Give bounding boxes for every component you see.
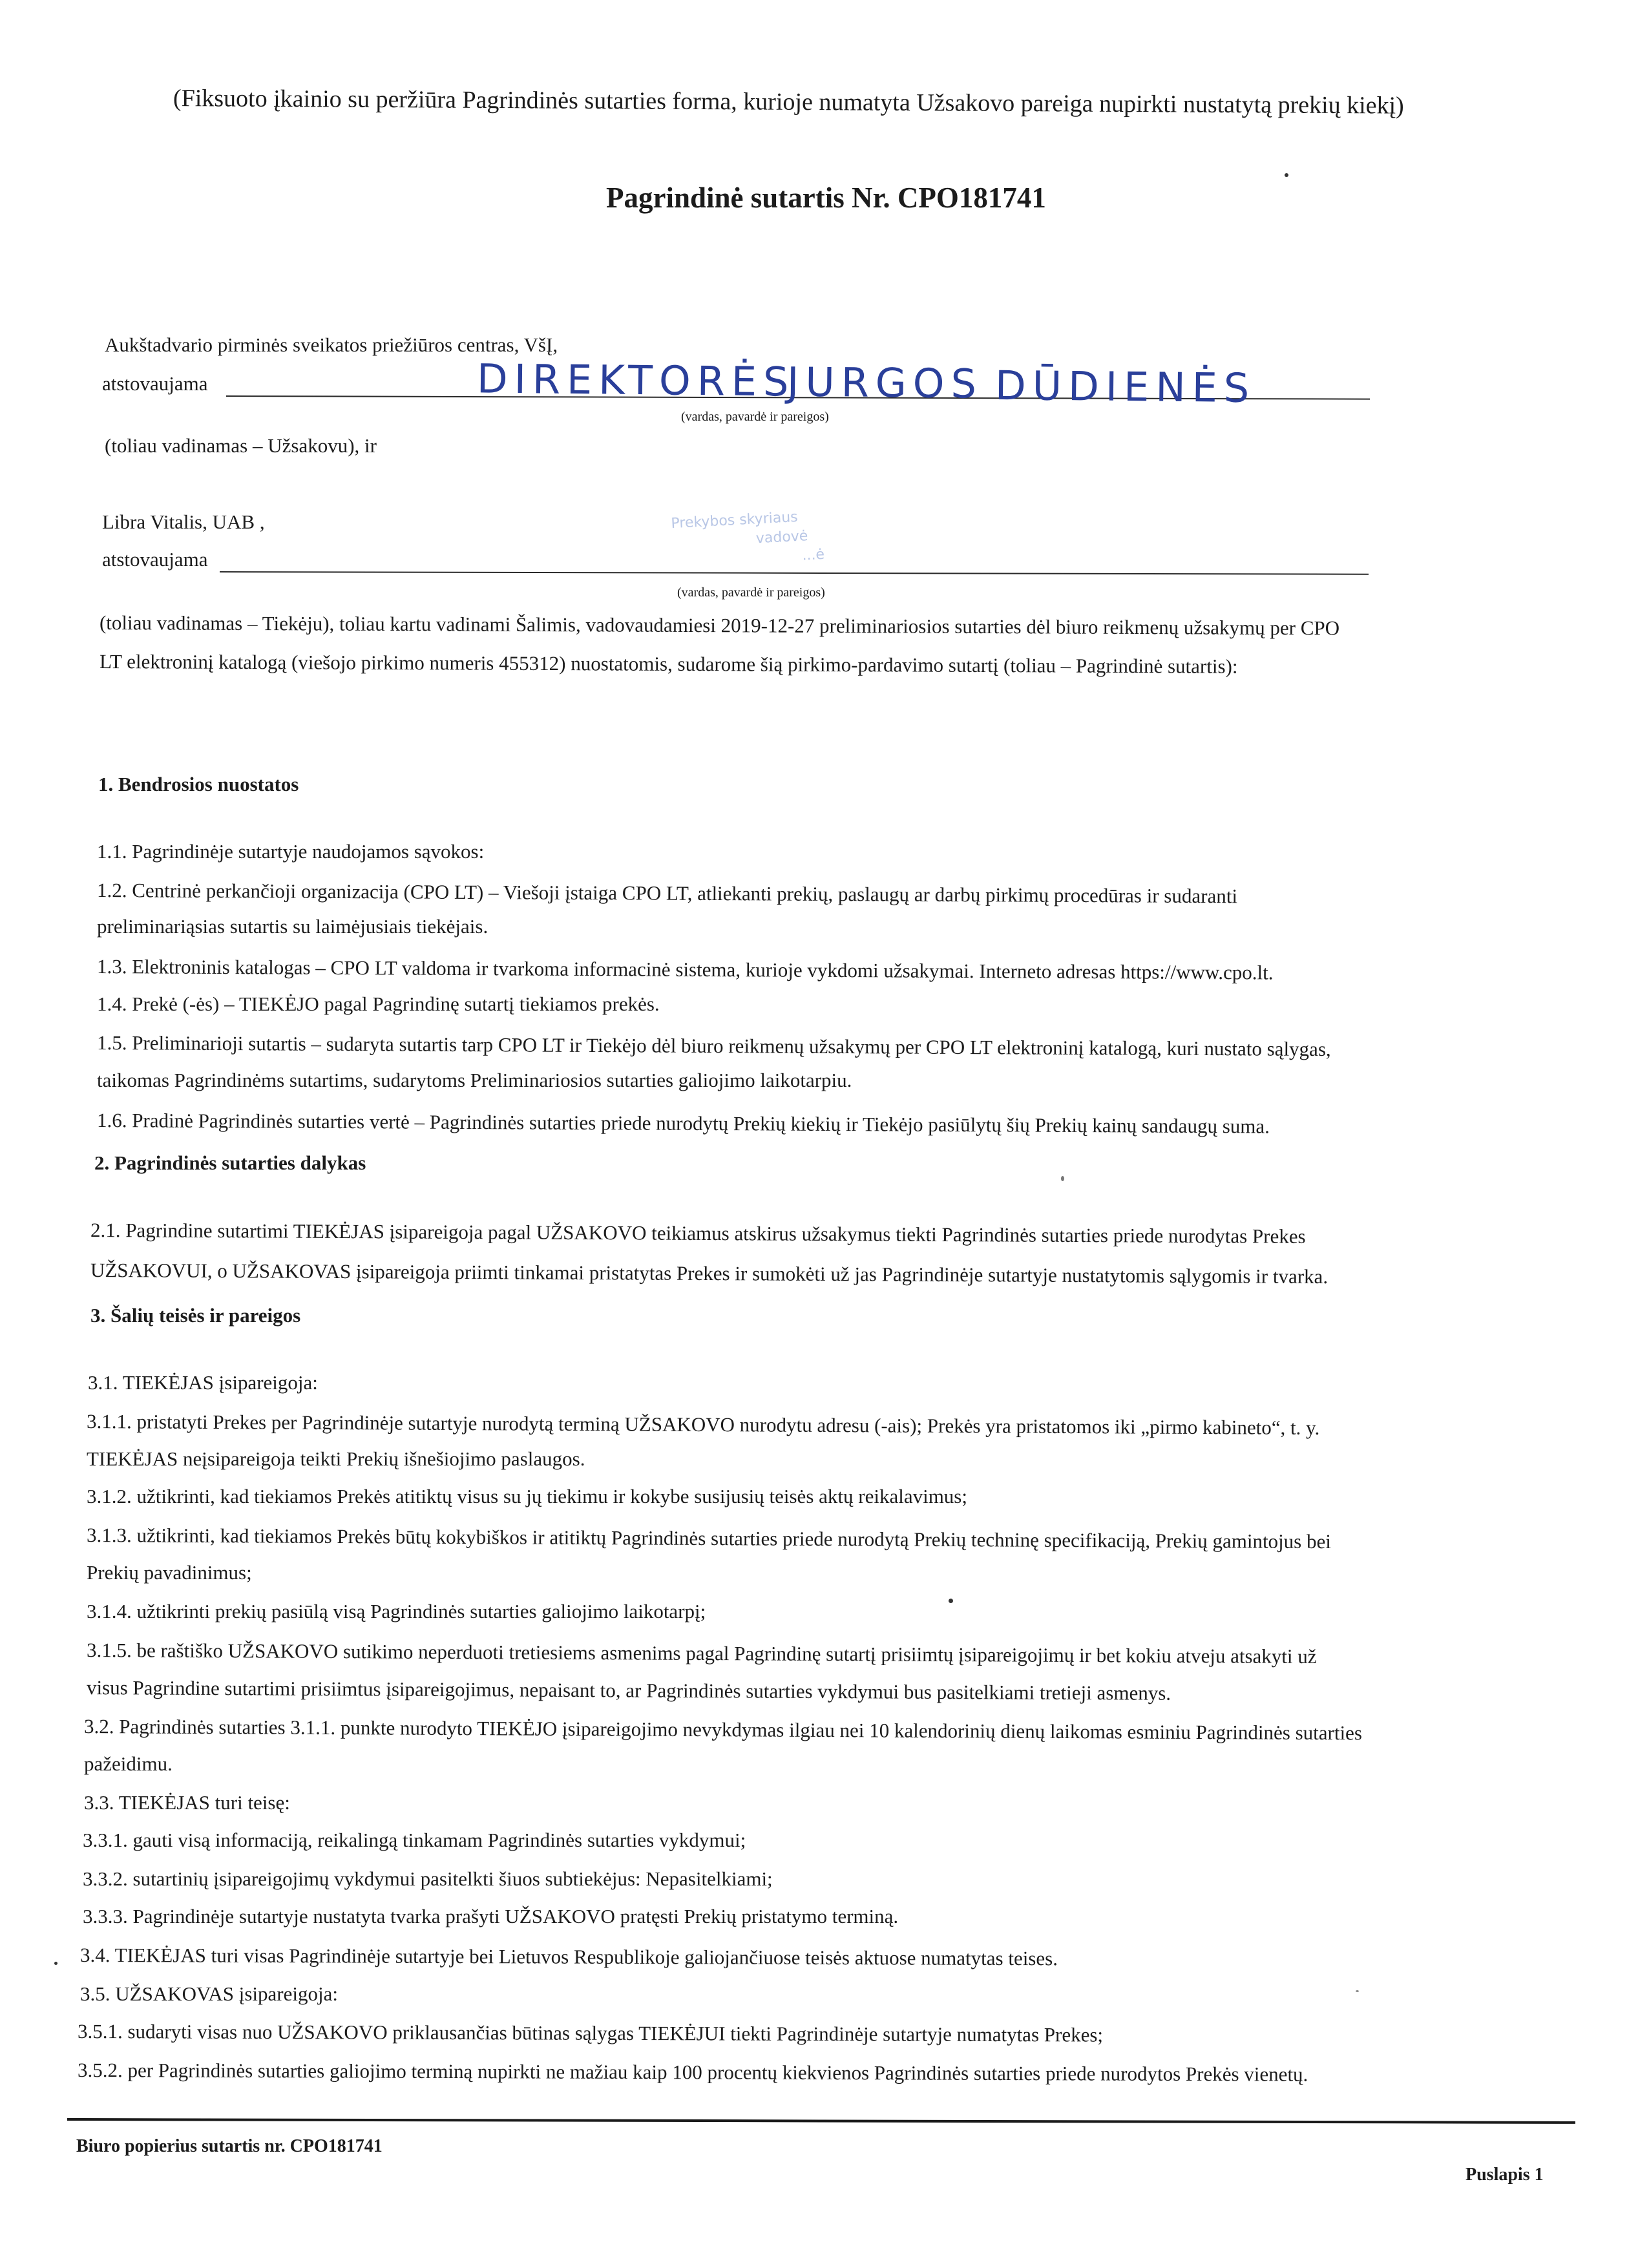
customer-alias: (toliau vadinamas – Užsakovu), ir: [105, 434, 377, 457]
customer-name: Aukštadvario pirminės sveikatos priežiūros centras, VšĮ,: [105, 333, 558, 356]
faint-stamp: [671, 507, 825, 572]
clause: 3.1.5. be raštiško UŽSAKOVO sutikimo neperduoti tretiesiems asmenims pagal Pagrindinę sutartį prisiimtų įsipareigojimų ir bet kokiu atveju atsakyti už: [86, 1639, 1317, 1668]
clause: UŽSAKOVUI, o UŽSAKOVAS įsipareigoja priimti tinkamai pristatytas Prekes ir sumokėti už jas Pagrindinėje sutartyje nustatytomis sąlygomis ir tvarka.: [90, 1259, 1329, 1288]
section-heading: 2. Pagrindinės sutarties dalykas: [94, 1151, 366, 1174]
clause: 3.1.4. užtikrinti prekių pasiūlą visą Pagrindinės sutarties galiojimo laikotarpį;: [87, 1600, 706, 1622]
stamp-line: Prekybos skyriaus: [670, 509, 799, 532]
clause: preliminariąsias sutartis su laimėjusiais tiekėjais.: [97, 915, 488, 938]
clause: 1.6. Pradinė Pagrindinės sutarties vertė – Pagrindinės sutarties priede nurodytų Prekių kiekių ir Tiekėjo pasiūlytų šių Prekių kainų sandaugų suma.: [96, 1109, 1270, 1138]
signature-line: [220, 571, 1369, 575]
intro-line: LT elektroninį katalogą (viešojo pirkimo numeris 455312) nuostatomis, sudarome šią pirkimo-pardavimo sutartį (toliau – Pagrindinė sutartis):: [99, 650, 1238, 678]
clause: Prekių pavadinimus;: [87, 1561, 252, 1584]
clause: 1.5. Preliminarioji sutartis – sudaryta sutartis tarp CPO LT ir Tiekėjo dėl biuro reikmenų užsakymų per CPO LT elektroninį katalogą, kuri nustato sąlygas,: [96, 1031, 1331, 1060]
footer-rule: [67, 2118, 1575, 2124]
handwritten-rep-1: DIREKTORĖS: [476, 355, 795, 406]
name-caption: (vardas, pavardė ir pareigos): [681, 410, 829, 424]
header-note: (Fiksuoto įkainio su peržiūra Pagrindinės sutarties forma, kurioje numatyta Užsakovo pareiga nupirkti nustatytą prekių kiekį): [173, 85, 1404, 120]
scan-speck: [1061, 1176, 1064, 1181]
document-title: Pagrindinė sutartis Nr. CPO181741: [606, 182, 1046, 214]
clause: 1.4. Prekė (-ės) – TIEKĖJO pagal Pagrindinę sutartį tiekiamos prekės.: [97, 992, 660, 1015]
clause: 3.3.3. Pagrindinėje sutartyje nustatyta tvarka prašyti UŽSAKOVO pratęsti Prekių pristatymo terminą.: [83, 1905, 899, 1927]
clause: 3.1.2. užtikrinti, kad tiekiamos Prekės atitiktų visus su jų tiekimu ir kokybe susijusių teisės aktų reikalavimus;: [87, 1485, 967, 1507]
clause: 3.1.1. pristatyti Prekes per Pagrindinėje sutartyje nurodytą terminą UŽSAKOVO nurodytu adresu (-ais); Prekės yra pristatomos iki „pirmo kabineto“, t. y.: [86, 1410, 1320, 1439]
clause: 3.3.2. sutartinių įsipareigojimų vykdymui pasitelkti šiuos subtiekėjus: Nepasitelkiami;: [83, 1867, 773, 1890]
clause: 3.3. TIEKĖJAS turi teisę:: [84, 1791, 290, 1814]
clause: taikomas Pagrindinėms sutartims, sudarytoms Preliminariosios sutarties galiojimo laikotarpiu.: [97, 1069, 852, 1091]
name-caption: (vardas, pavardė ir pareigos): [677, 585, 825, 600]
clause: 3.2. Pagrindinės sutarties 3.1.1. punkte nurodyto TIEKĖJO įsipareigojimo nevykdymas ilgiau nei 10 kalendorinių dienų laikomas esminiu Pagrindinės sutarties: [83, 1715, 1363, 1745]
scan-speck: [1285, 173, 1288, 177]
intro-line: (toliau vadinamas – Tiekėju), toliau kartu vadinami Šalimis, vadovaudamiesi 2019-12-27 preliminariosios sutarties dėl biuro reikmenų užsakymų per CPO: [99, 611, 1340, 640]
stamp-line: ...ė: [801, 546, 825, 564]
represented-by-label: atstovaujama: [102, 548, 208, 571]
supplier-name: Libra Vitalis, UAB ,: [102, 510, 265, 533]
clause: 3.3.1. gauti visą informaciją, reikalingą tinkamam Pagrindinės sutarties vykdymui;: [83, 1829, 746, 1851]
clause: pažeidimu.: [84, 1752, 173, 1775]
clause: visus Pagrindine sutartimi prisiimtus įsipareigojimus, nepaisant to, ar Pagrindinės sutarties vykdymui bus pasitelkiami tretieji asmenys.: [86, 1676, 1171, 1705]
clause: 1.3. Elektroninis katalogas – CPO LT valdoma ir tvarkoma informacinė sistema, kurioje vykdomi užsakymai. Interneto adresas https://www.cpo.lt.: [96, 955, 1274, 984]
clause: 3.5.2. per Pagrindinės sutarties galiojimo terminą nupirkti ne mažiau kaip 100 procentų kiekvienos Pagrindinės sutarties priede nurodytos Prekės vienetų.: [77, 2059, 1308, 2086]
footer-page-number: Puslapis 1: [1465, 2165, 1544, 2185]
handwritten-rep-2: JURGOS: [786, 358, 983, 408]
clause: 1.1. Pagrindinėje sutartyje naudojamos sąvokos:: [97, 840, 485, 863]
handwritten-rep-3: DŪDIENĖS: [994, 361, 1256, 412]
stamp-line: vadovė: [755, 528, 808, 547]
scan-speck: [54, 1962, 58, 1965]
section-heading: 1. Bendrosios nuostatos: [98, 773, 299, 795]
clause: 3.4. TIEKĖJAS turi visas Pagrindinėje sutartyje bei Lietuvos Respublikoje galiojančiuose teisės aktuose numatytas teises.: [79, 1944, 1058, 1970]
clause: 3.5.1. sudaryti visas nuo UŽSAKOVO priklausančias būtinas sąlygas TIEKĖJUI tiekti Pagrindinėje sutartyje numatytas Prekes;: [77, 2020, 1104, 2046]
represented-by-label: atstovaujama: [102, 372, 208, 395]
scan-speck: [949, 1599, 953, 1603]
footer-left: Biuro popierius sutartis nr. CPO181741: [76, 2136, 383, 2156]
clause: 3.1.3. užtikrinti, kad tiekiamos Prekės būtų kokybiškos ir atitiktų Pagrindinės sutarties priede nurodytą Prekių techninę specifikaciją, Prekių gamintojus bei: [86, 1524, 1332, 1553]
clause: TIEKĖJAS neįsipareigoja teikti Prekių išnešiojimo paslaugos.: [87, 1447, 585, 1470]
clause: 1.2. Centrinė perkančioji organizacija (CPO LT) – Viešoji įstaiga CPO LT, atliekanti prekių, paslaugų ar darbų pirkimų procedūras ir sudaranti: [96, 879, 1238, 908]
scan-speck: [1356, 1990, 1359, 1992]
section-heading: 3. Šalių teisės ir pareigos: [90, 1304, 301, 1327]
clause: 3.5. UŽSAKOVAS įsipareigoja:: [80, 1982, 338, 2005]
clause: 3.1. TIEKĖJAS įsipareigoja:: [88, 1371, 318, 1394]
clause: 2.1. Pagrindine sutartimi TIEKĖJAS įsipareigoja pagal UŽSAKOVO teikiamus atskirus užsakymus tiekti Pagrindinės sutarties priede nurodytas Prekes: [90, 1219, 1306, 1248]
